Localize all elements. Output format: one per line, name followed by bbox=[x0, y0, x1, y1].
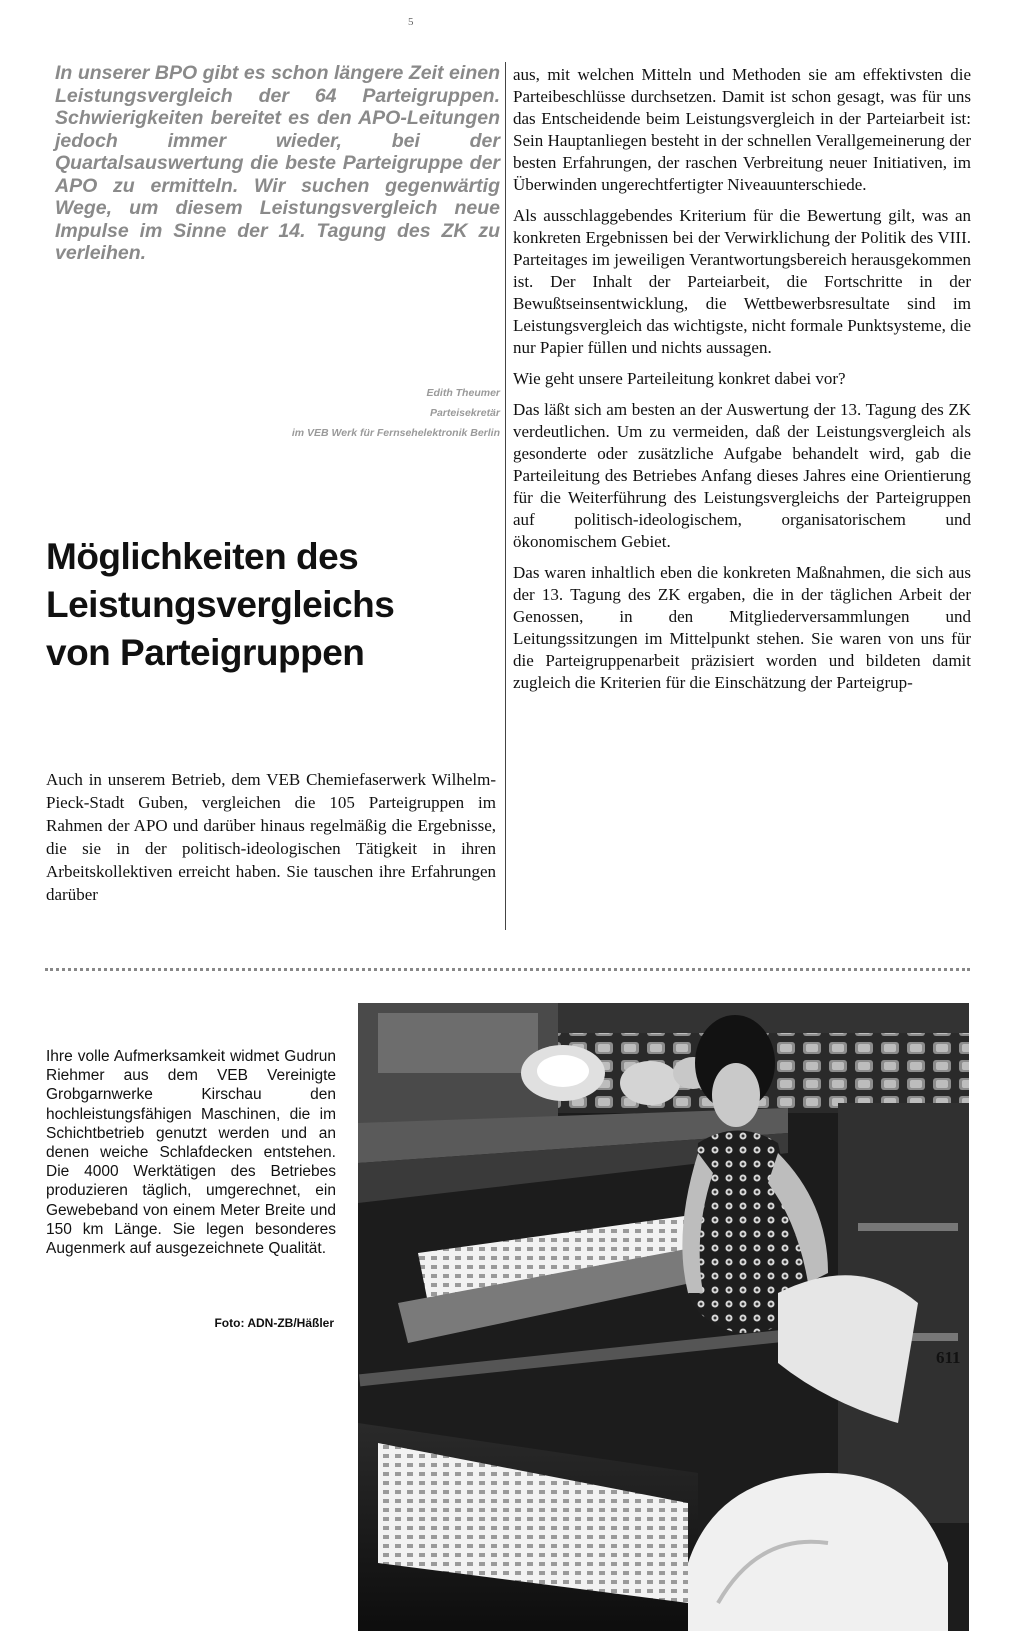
photo-caption: Ihre volle Aufmerksamkeit widmet Gudrun Riehmer aus dem VEB Vereinigte Grobgarnwerke Kirschau den hochleistungsfähigen Maschinen, die im Schichtbetrieb genutzt werden und an denen weiche Schlafdecken entstehen. Die 4000 Werktätigen des Betriebes produzieren täglich, umgerechnet, ein Gewebeband von einem Meter Breite und 150 km Länge. Sie legen besonderes Augenmerk auf ausgezeichnete Qualität. bbox=[46, 1048, 336, 1258]
factory-photo bbox=[358, 1003, 969, 1631]
paragraph: Als ausschlaggebendes Kriterium für die Bewertung gilt, was an konkreten Ergebnissen bei der Verwirklichung der Politik des VIII. Parteitages im jeweiligen Verantwortungsbereich herausgekommen ist. Der Inhalt der Parteiarbeit, die Fortschritte in der Bewußtseinsentwicklung, die Wettbewerbsresultate sind im Leistungsvergleich das wichtigste, nicht formale Punktsysteme, die nur Papier füllen und nichts aussagen. bbox=[513, 206, 971, 357]
signature-block bbox=[150, 383, 500, 443]
headline-line-2: Leistungsvergleichs bbox=[46, 584, 395, 625]
article-headline bbox=[46, 533, 501, 677]
paragraph: Wie geht unsere Parteileitung konkret dabei vor? bbox=[513, 369, 846, 388]
paragraph: Das läßt sich am besten an der Auswertung der 13. Tagung des ZK verdeutlichen. Um zu vermeiden, daß der Leistungsvergleich als gesonderte oder zusätzliche Aufgabe behandelt wird, gab die Parteileitung des Betriebes Anfang dieses Jahres eine Orientierung für die Weiterführung des Leistungsvergleichs der Parteigruppen auf politisch-ideologischem, organisatorischem und ökonomischem Gebiet. bbox=[513, 400, 971, 551]
signature-name: Edith Theumer bbox=[426, 387, 500, 399]
photo-credit: Foto: ADN-ZB/Häßler bbox=[214, 1316, 334, 1330]
headline-line-3: von Parteigruppen bbox=[46, 632, 365, 673]
body-left-column: Auch in unserem Betrieb, dem VEB Chemiefaserwerk Wilhelm-Pieck-Stadt Guben, vergleichen die 105 Parteigruppen im Rahmen der APO und darüber hinaus regelmäßig die Ergebnisse, die sie in der politisch-ideologischen Tätigkeit in ihren Arbeitskollektiven erreicht haben. Sie tauschen ihre Erfahrungen darüber bbox=[46, 770, 496, 904]
body-right-column bbox=[513, 64, 971, 703]
headline-line-1: Möglichkeiten des bbox=[46, 536, 359, 577]
paragraph: Das waren inhaltlich eben die konkreten Maßnahmen, die sich aus der 13. Tagung des ZK ergaben, die in der täglichen Arbeit der Genossen, in den Mitgliederversammlungen und Leitungssitzungen im Mittelpunkt stehen. Sie waren von uns für die Parteigruppenarbeit präzisiert worden und bildeten damit zugleich die Kriterien für die Einschätzung der Parteigrup- bbox=[513, 563, 971, 692]
paragraph: aus, mit welchen Mitteln und Methoden sie am effektivsten die Parteibeschlüsse durchsetzen. Damit ist schon gesagt, was für uns das Entscheidende beim Leistungsvergleich in der Parteiarbeit ist: Sein Hauptanliegen besteht in der schnellen Verallgemeinerung der besten Erfahrungen, der raschen Verbreitung neuer Initiativen, im Überwinden ungerechtfertigter Niveauunterschiede. bbox=[513, 65, 971, 194]
signature-role: Parteisekretär bbox=[429, 407, 500, 419]
signature-place: im VEB Werk für Fernsehelektronik Berlin bbox=[291, 427, 500, 439]
intro-quote: In unserer BPO gibt es schon längere Zeit einen Leistungsvergleich der 64 Parteigruppen. Schwierigkeiten bereitet es den APO-Leitungen jedoch immer wieder, bei der Quartalsauswertung die beste Parteigruppe der APO zu ermitteln. Wir suchen gegenwärtig Wege, um diesem Leistungsvergleich neue Impulse im Sinne der 14. Tagung des ZK zu verleihen. bbox=[55, 62, 500, 264]
page-number: 611 bbox=[936, 1348, 961, 1367]
column-divider bbox=[505, 62, 506, 930]
top-mark: 5 bbox=[408, 16, 414, 28]
section-divider bbox=[45, 968, 970, 971]
